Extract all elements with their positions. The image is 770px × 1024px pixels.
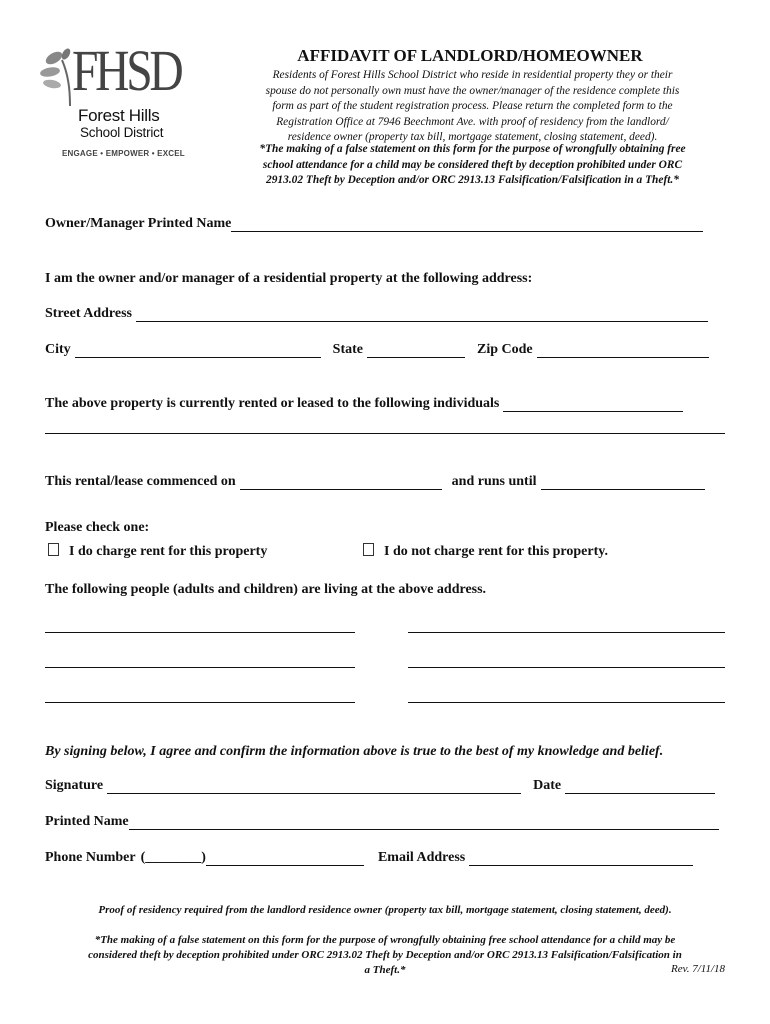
resident-field[interactable] — [408, 667, 725, 668]
resident-field[interactable] — [45, 667, 355, 668]
agreement-statement: By signing below, I agree and confirm the information above is true to the best of my knowledge and belief. — [45, 744, 664, 759]
phone-label: Phone Number — [45, 850, 136, 865]
email-label: Email Address — [377, 850, 466, 865]
logo-name-line2: School District — [80, 125, 164, 140]
proof-note: Proof of residency required from the landlord residence owner (property tax bill, mortgage statement, closing statement, deed). — [98, 904, 672, 916]
owner-name-field[interactable] — [231, 217, 703, 232]
commenced-label: This rental/lease commenced on — [45, 474, 236, 489]
checkbox-charge-rent[interactable] — [48, 543, 59, 556]
printed-name-row — [45, 814, 729, 830]
intro-line: Registration Office at 7946 Beechmont Ave. with proof of residency from the landlord/ — [276, 115, 669, 128]
state-field[interactable] — [367, 343, 465, 358]
phone-number-field[interactable] — [206, 851, 364, 866]
header-warning — [215, 142, 730, 189]
rented-row — [45, 396, 693, 412]
printed-name-field[interactable] — [129, 815, 719, 830]
signature-label: Signature — [45, 778, 104, 793]
option-no-charge-rent[interactable] — [363, 543, 608, 560]
rented-label: The above property is currently rented or leased to the following individuals — [45, 396, 500, 411]
warning-line: considered theft by deception prohibited under ORC 2913.02 Theft by Deception and/or ORC 2913.13 Falsification/Falsification in — [88, 949, 682, 961]
option-charge-label: I do charge rent for this property — [69, 544, 268, 559]
signature-row — [45, 778, 725, 794]
intro-line: Residents of Forest Hills School District who reside in residential property they or their — [272, 69, 673, 81]
runs-until-label: and runs until — [451, 474, 537, 489]
leaf-icon — [40, 48, 76, 108]
city-field[interactable] — [75, 343, 321, 358]
zip-code-field[interactable] — [537, 343, 709, 358]
lease-dates-row — [45, 474, 715, 490]
state-label: State — [332, 342, 363, 357]
email-field[interactable] — [469, 851, 693, 866]
street-row — [45, 306, 718, 322]
intro-line: spouse do not personally own must have the owner/manager of the residence complete this — [265, 84, 680, 97]
intro-line: form as part of the student registration process. Please return the completed form to the — [272, 100, 673, 113]
owner-name-label: Owner/Manager Printed Name — [45, 216, 232, 231]
logo-tagline: ENGAGE • EMPOWER • EXCEL — [62, 149, 185, 158]
tenant-names-field[interactable] — [503, 397, 683, 412]
street-address-field[interactable] — [136, 307, 708, 322]
date-label: Date — [533, 778, 562, 793]
intro-text — [215, 68, 730, 146]
phone-area-code-field[interactable]: (________) — [140, 850, 206, 865]
resident-field[interactable] — [408, 702, 725, 703]
page-title: AFFIDAVIT OF LANDLORD/HOMEOWNER — [297, 46, 643, 65]
residents-label: The following people (adults and children) are living at the above address. — [45, 582, 487, 597]
warning-line: a Theft.* — [364, 964, 406, 976]
resident-field[interactable] — [45, 632, 355, 633]
lease-end-field[interactable] — [541, 475, 705, 490]
logo-name-line1: Forest Hills — [78, 106, 160, 125]
check-prompt: Please check one: — [45, 520, 150, 535]
option-no-charge-label: I do not charge rent for this property. — [384, 544, 608, 559]
revision-date: Rev. 7/11/18 — [671, 963, 725, 975]
lease-start-field[interactable] — [240, 475, 442, 490]
warning-line: *The making of a false statement on this form for the purpose of wrongfully obtaining free — [259, 143, 686, 155]
owner-statement: I am the owner and/or manager of a residential property at the following address: — [45, 271, 533, 286]
signature-field[interactable] — [107, 779, 521, 794]
city-state-zip-row — [45, 342, 719, 358]
zip-label: Zip Code — [477, 342, 533, 357]
footer-warning — [45, 933, 725, 978]
date-field[interactable] — [565, 779, 715, 794]
tenant-names-field-line2[interactable] — [45, 433, 725, 434]
city-label: City — [45, 342, 71, 357]
logo-mark: FHSD — [72, 38, 181, 103]
district-logo — [40, 38, 185, 162]
printed-name-label: Printed Name — [45, 814, 129, 829]
phone-email-row — [45, 850, 703, 866]
intro-line: residence owner (property tax bill, mortgage statement, closing statement, deed). — [287, 131, 658, 144]
resident-field[interactable] — [45, 702, 355, 703]
warning-line: 2913.02 Theft by Deception and/or ORC 2913.13 Falsification/Falsification in a Theft.* — [266, 174, 679, 187]
warning-line: *The making of a false statement on this form for the purpose of wrongfully obtaining free school attendance for a child may be — [94, 934, 676, 946]
street-label: Street Address — [45, 306, 132, 321]
resident-field[interactable] — [408, 632, 725, 633]
checkbox-no-charge-rent[interactable] — [363, 543, 374, 556]
owner-name-row — [45, 216, 713, 232]
option-charge-rent[interactable] — [48, 543, 267, 560]
warning-line: school attendance for a child may be considered theft by deception prohibited under ORC — [262, 158, 683, 171]
